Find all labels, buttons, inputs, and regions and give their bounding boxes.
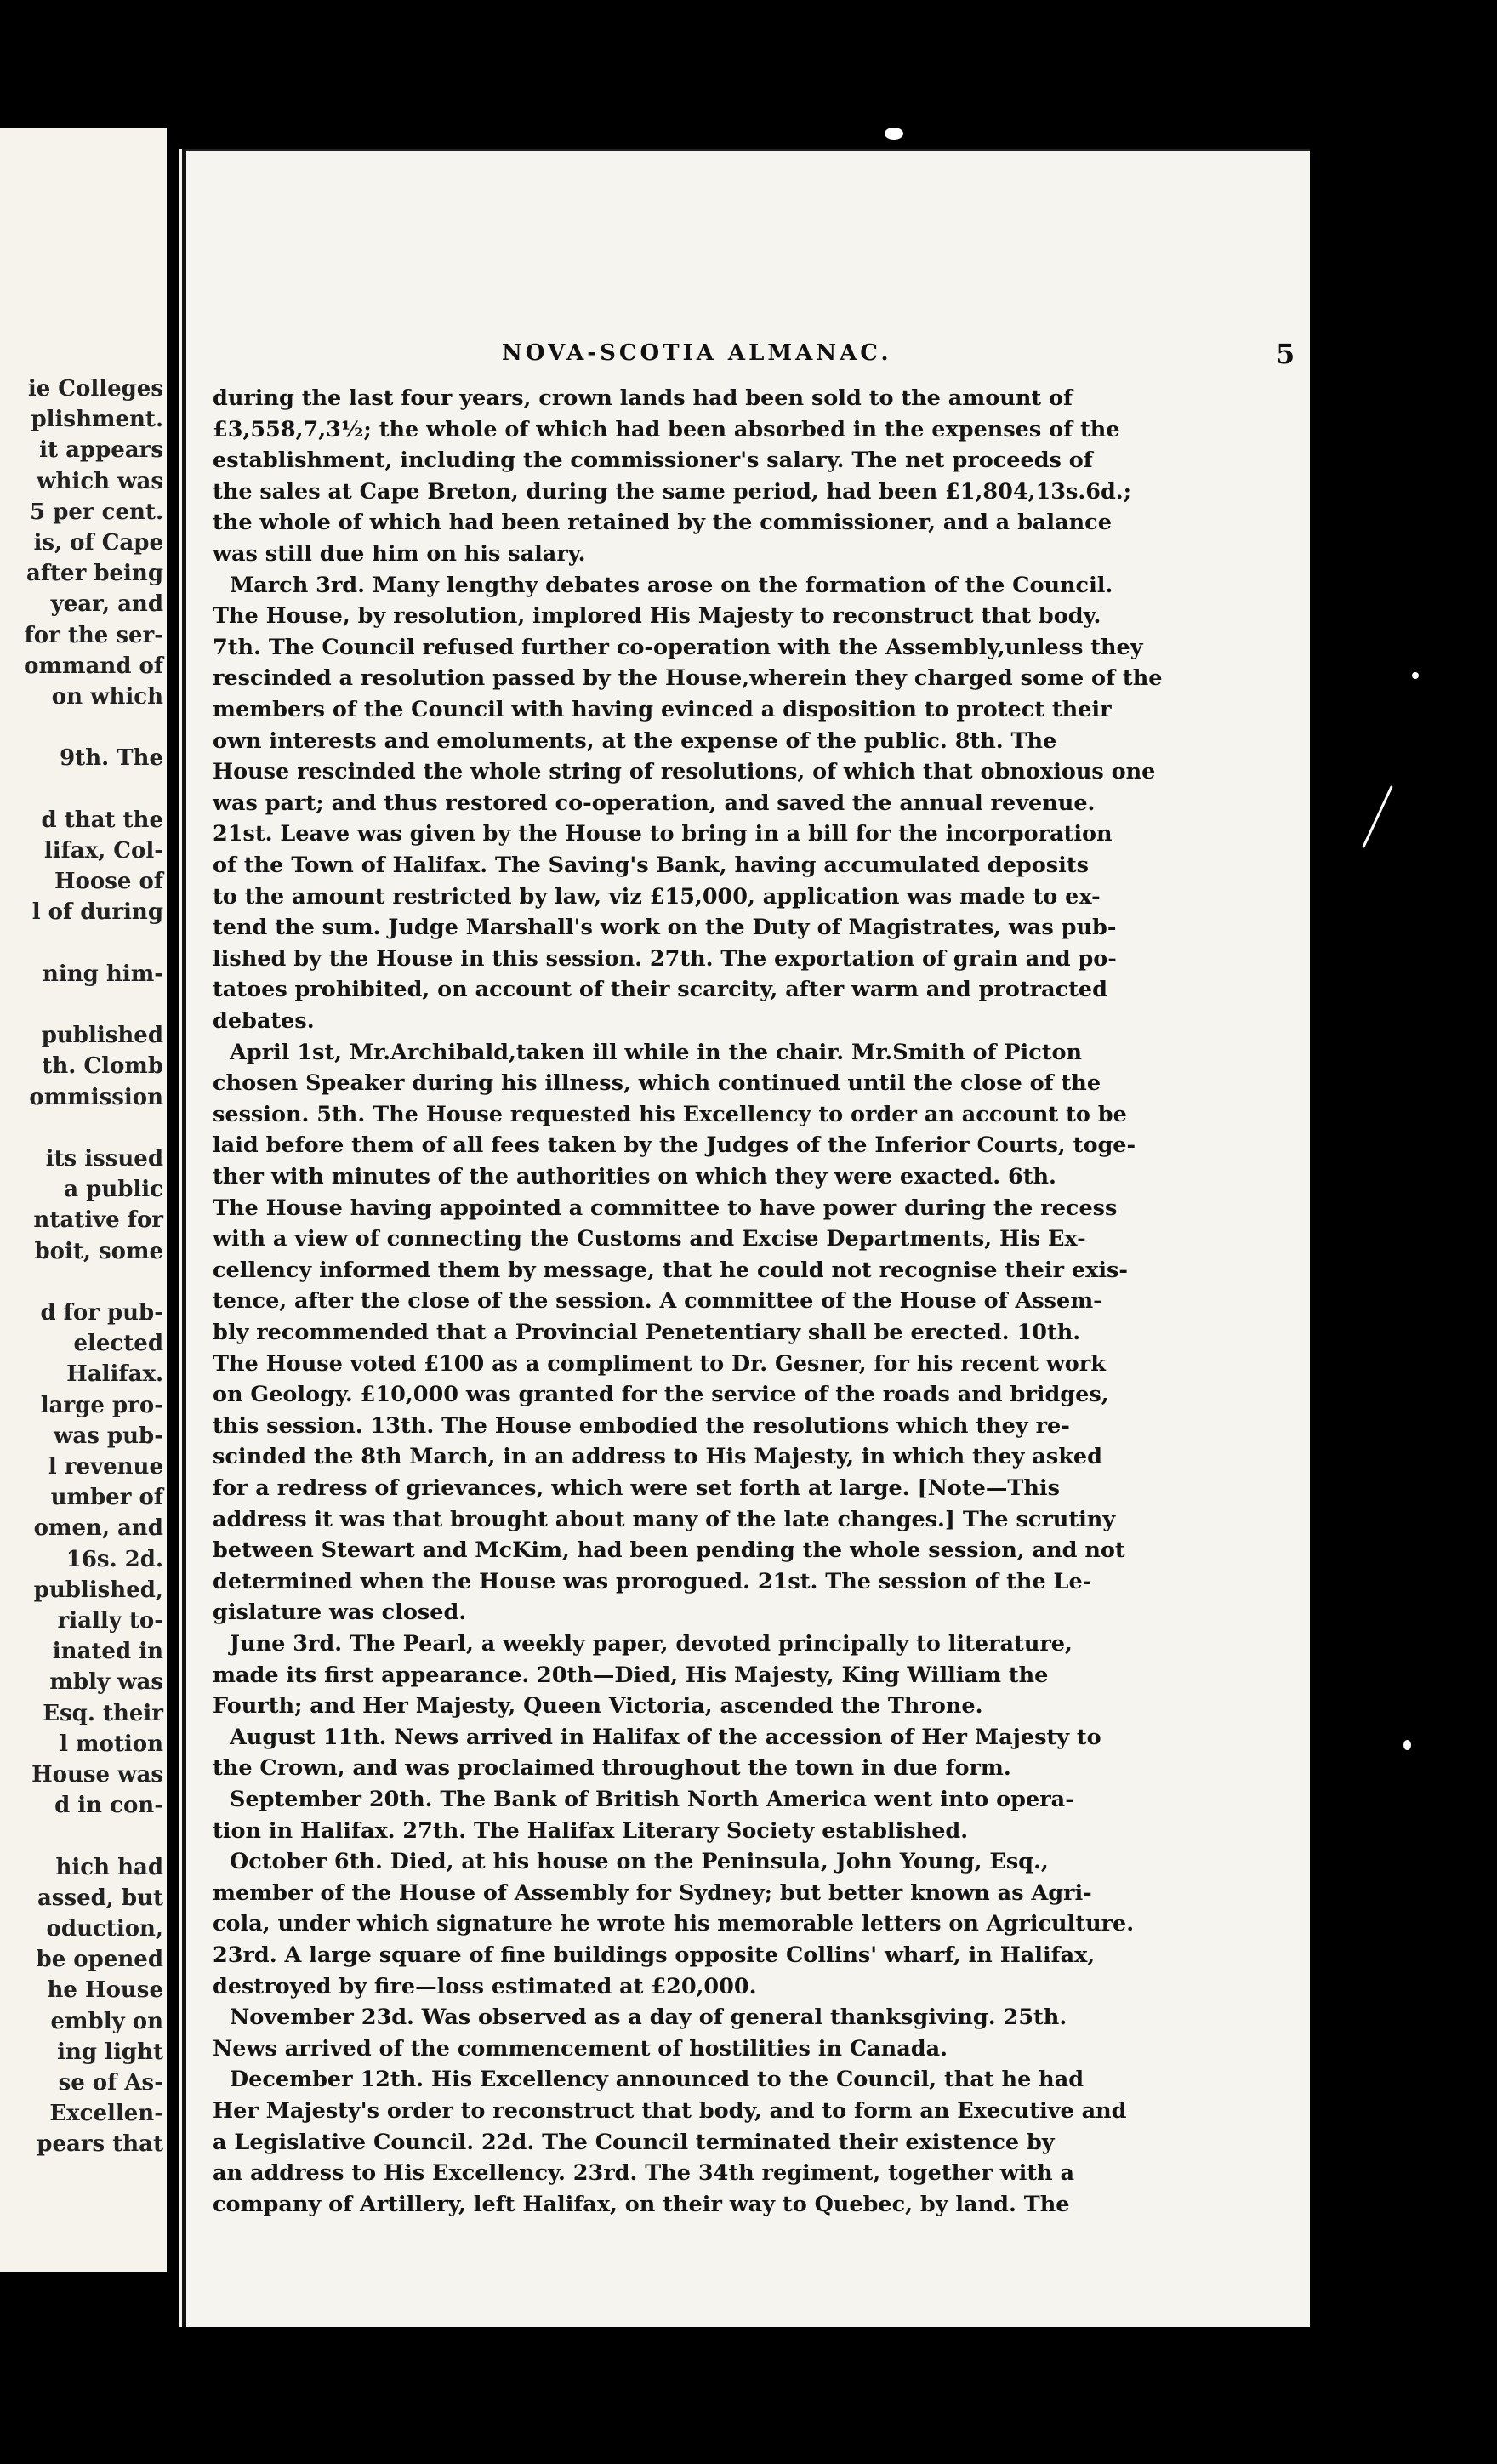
page-number: 5 [1276, 338, 1295, 370]
text-line: The House voted £100 as a compliment to Dr. Gesner, for his recent work [213, 1350, 1106, 1377]
text-line: House rescinded the whole string of resolutions, of which that obnoxious one [213, 759, 1156, 785]
left-column-line: embly on [50, 2008, 163, 2034]
left-column-line: d for pub- [40, 1300, 163, 1326]
text-line: for a redress of grievances, which were set forth at large. [Note—This [213, 1475, 1060, 1501]
text-line: debates. [213, 1008, 315, 1034]
left-column-line: 9th. The [60, 745, 163, 772]
left-column-line: th. Clomb [42, 1053, 163, 1080]
text-line: tence, after the close of the session. A committee of the House of Assem- [213, 1288, 1102, 1315]
left-column-line: elected [73, 1331, 163, 1357]
left-column-line: for the ser- [24, 622, 163, 648]
text-line: an address to His Excellency. 23rd. The 34th regiment, together with a [213, 2160, 1075, 2187]
text-line: address it was that brought about many of the late changes.] The scrutiny [213, 1506, 1116, 1532]
left-column-line: l motion [60, 1731, 163, 1757]
left-column-line: ing light [57, 2039, 163, 2065]
text-line: August 11th. News arrived in Halifax of the accession of Her Majesty to [230, 1724, 1101, 1750]
text-line: determined when the House was prorogued. 21st. The session of the Le- [213, 1568, 1092, 1594]
text-line: 7th. The Council refused further co-operation with the Assembly,unless they [213, 634, 1143, 660]
left-column-line: after being [26, 561, 163, 587]
text-line: June 3rd. The Pearl, a weekly paper, devoted principally to literature, [230, 1631, 1073, 1657]
left-column-line: plishment. [31, 407, 163, 433]
text-line: Her Majesty's order to reconstruct that body, and to form an Executive and [213, 2098, 1127, 2124]
text-line: cellency informed them by message, that he could not recognise their exis- [213, 1257, 1128, 1283]
left-column-line: which was [37, 468, 163, 494]
text-line: between Stewart and McKim, had been pending the whole session, and not [213, 1537, 1125, 1564]
text-line: bly recommended that a Provincial Penetentiary shall be erected. 10th. [213, 1320, 1081, 1345]
left-column-line: hich had [55, 1854, 163, 1880]
text-line: was still due him on his salary. [213, 541, 586, 567]
left-column-line: is, of Cape [33, 530, 163, 556]
left-column-line: Esq. their [43, 1700, 163, 1726]
text-line: establishment, including the commissioner's salary. The net proceeds of [213, 448, 1093, 474]
text-line: gislature was closed. [213, 1600, 467, 1626]
left-column-line: House was [31, 1762, 163, 1788]
text-line: the Crown, and was proclaimed throughout the town in due form. [213, 1755, 1011, 1782]
left-column-line: ommand of [24, 653, 163, 679]
left-column-line: l of during [31, 899, 163, 926]
left-column-line: l revenue [48, 1454, 163, 1480]
left-column-line: 5 per cent. [30, 499, 163, 525]
text-line: November 23d. Was observed as a day of general thanksgiving. 25th. [230, 2005, 1067, 2031]
text-line: the sales at Cape Breton, during the same period, had been £1,804,13s.6d.; [213, 478, 1132, 505]
scan-speck [1412, 672, 1419, 679]
left-column-line: d that the [41, 807, 163, 833]
text-line: October 6th. Died, at his house on the Peninsula, John Young, Esq., [230, 1849, 1049, 1875]
left-column-line: lifax, Col- [43, 838, 163, 864]
text-line: lished by the House in this session. 27th. The exportation of grain and po- [213, 945, 1117, 972]
text-line: laid before them of all fees taken by the Judges of the Inferior Courts, toge- [213, 1132, 1136, 1159]
text-line: this session. 13th. The House embodied the resolutions which they re- [213, 1412, 1070, 1439]
text-line: to the amount restricted by law, viz £15,000, application was made to ex- [213, 883, 1101, 910]
left-column-line: Excellen- [49, 2101, 163, 2127]
text-line: a Legislative Council. 22d. The Council terminated their existence by [213, 2129, 1055, 2155]
left-column-line: oduction, [46, 1916, 163, 1942]
left-column-line: se of As- [58, 2070, 163, 2096]
page-header-title: NOVA-SCOTIA ALMANAC. [502, 340, 892, 366]
text-line: April 1st, Mr.Archibald,taken ill while in the chair. Mr.Smith of Picton [230, 1039, 1083, 1065]
left-column-line: published [41, 1023, 163, 1049]
left-column-line: pears that [37, 2131, 163, 2158]
text-line: chosen Speaker during his illness, which continued until the close of the [213, 1070, 1101, 1097]
text-line: destroyed by fire—loss estimated at £20,000. [213, 1973, 757, 1999]
left-column-line: inated in [52, 1639, 163, 1665]
left-column-line: on which [51, 684, 163, 710]
text-line: News arrived of the commencement of hostilities in Canada. [213, 2035, 948, 2062]
text-line: scinded the 8th March, in an address to His Majesty, in which they asked [213, 1444, 1102, 1470]
text-line: of the Town of Halifax. The Saving's Bank, having accumulated deposits [213, 853, 1089, 878]
left-column-line: mbly was [49, 1669, 163, 1696]
left-page-fragment [0, 128, 167, 2272]
left-column-line: he House [47, 1977, 163, 2004]
left-column-line: assed, but [37, 1885, 163, 1911]
left-column-line: omen, and [33, 1515, 163, 1542]
text-line: was part; and thus restored co-operation, and saved the annual revenue. [213, 790, 1096, 816]
text-line: cola, under which signature he wrote his memorable letters on Agriculture. [213, 1911, 1135, 1937]
scan-speck [885, 128, 903, 140]
left-column-line: ning him- [43, 961, 163, 987]
text-line: Fourth; and Her Majesty, Queen Victoria, ascended the Throne. [213, 1693, 983, 1720]
left-column-line: large pro- [40, 1392, 163, 1418]
text-line: rescinded a resolution passed by the House,wherein they charged some of the [213, 665, 1163, 692]
left-column-line: umber of [50, 1485, 163, 1511]
left-column-line: published, [33, 1577, 163, 1603]
left-column-line: be opened [36, 1947, 163, 1973]
top-rule [182, 149, 1310, 151]
left-column-line: was pub- [54, 1423, 163, 1449]
text-line: company of Artillery, left Halifax, on their way to Quebec, by land. The [213, 2191, 1070, 2217]
scan-speck [1403, 1740, 1411, 1750]
text-line: session. 5th. The House requested his Excellency to order an account to be [213, 1101, 1127, 1127]
text-line: The House, by resolution, implored His Majesty to reconstruct that body. [213, 603, 1101, 630]
left-column-line: ie Colleges [27, 376, 163, 402]
text-line: December 12th. His Excellency announced to the Council, that he had [230, 2067, 1084, 2093]
left-column-line: rially to- [57, 1608, 163, 1634]
left-column-line: Hoose of [54, 869, 163, 895]
text-line: 21st. Leave was given by the House to bring in a bill for the incorporation [213, 821, 1113, 847]
text-line: own interests and emoluments, at the expense of the public. 8th. The [213, 727, 1057, 754]
text-line: September 20th. The Bank of British North America went into opera- [230, 1787, 1074, 1812]
left-column-line: ntative for [33, 1207, 163, 1234]
left-column-line: a public [64, 1177, 163, 1203]
left-column-line: boit, some [34, 1238, 163, 1264]
text-line: member of the House of Assembly for Sydney; but better known as Agri- [213, 1879, 1092, 1906]
text-line: ther with minutes of the authorities on which they were exacted. 6th. [213, 1164, 1056, 1189]
text-line: £3,558,7,3½; the whole of which had been absorbed in the expenses of the [213, 416, 1120, 442]
text-line: tend the sum. Judge Marshall's work on the Duty of Magistrates, was pub- [213, 915, 1117, 941]
left-column-line: ommission [29, 1084, 163, 1110]
text-line: tatoes prohibited, on account of their scarcity, after warm and protracted [213, 977, 1107, 1003]
text-line: on Geology. £10,000 was granted for the service of the roads and bridges, [213, 1382, 1109, 1408]
left-column-line: 16s. 2d. [65, 1546, 163, 1572]
margin-rule [182, 149, 186, 2327]
text-line: The House having appointed a committee to have power during the recess [213, 1195, 1118, 1221]
scan-speck [1362, 785, 1393, 848]
text-line: March 3rd. Many lengthy debates arose on the formation of the Council. [230, 572, 1113, 598]
text-line: during the last four years, crown lands had been sold to the amount of [213, 385, 1073, 411]
text-line: with a view of connecting the Customs and Excise Departments, His Ex- [213, 1226, 1086, 1252]
left-column-line: year, and [50, 591, 163, 618]
left-column-line: d in con- [54, 1793, 163, 1819]
text-line: tion in Halifax. 27th. The Halifax Literary Society established. [213, 1817, 969, 1844]
left-column-line: it appears [39, 437, 163, 464]
text-line: 23rd. A large square of fine buildings opposite Collins' wharf, in Halifax, [213, 1942, 1096, 1968]
text-line: the whole of which had been retained by the commissioner, and a balance [213, 510, 1112, 536]
text-line: made its first appearance. 20th—Died, His Majesty, King William the [213, 1662, 1049, 1688]
left-column-line: Halifax. [66, 1361, 163, 1388]
text-line: members of the Council with having evinced a disposition to protect their [213, 697, 1112, 722]
left-column-line: its issued [45, 1146, 163, 1172]
almanac-page [179, 149, 1310, 2327]
